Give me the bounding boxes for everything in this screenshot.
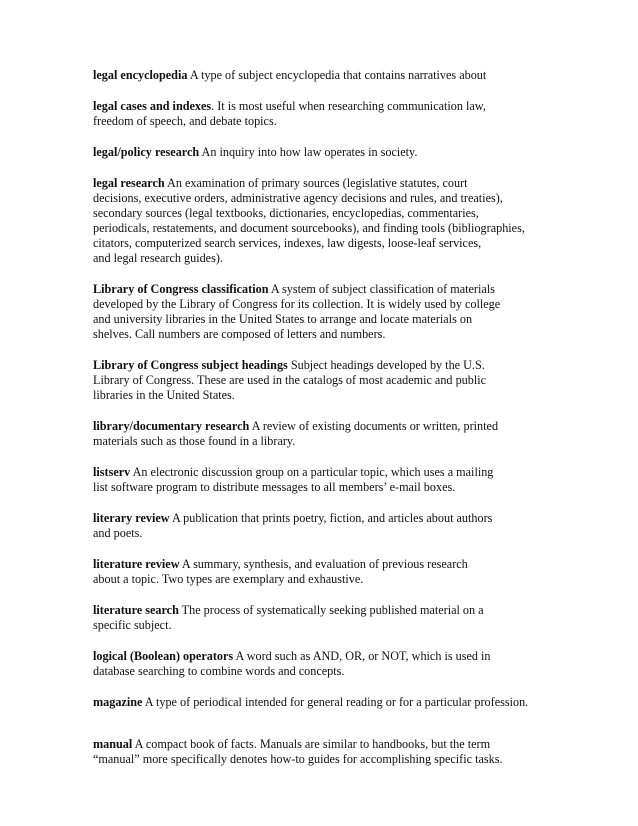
glossary-definition: A review of existing documents or written, printed materials such as those found in a library. [93, 419, 499, 448]
glossary-term: literature search [93, 603, 179, 617]
glossary-term: literary review [93, 511, 170, 525]
glossary-term: magazine [93, 695, 143, 709]
glossary-entry [93, 282, 598, 342]
glossary-term: legal research [93, 176, 165, 190]
glossary-definition: A type of periodical intended for general reading or for a particular profession. [142, 695, 529, 709]
glossary-definition: A publication that prints poetry, fiction, and articles about authors and poets. [93, 511, 493, 540]
glossary-definition: . It is most useful when researching communication law, freedom of speech, and debate topics. [93, 99, 486, 128]
glossary-definition: A compact book of facts. Manuals are similar to handbooks, but the term “manual” more specifically denotes how-to guides for accomplishing specific tasks. [93, 737, 503, 766]
glossary-definition: An inquiry into how law operates in society. [199, 145, 418, 159]
glossary-entry [93, 465, 598, 495]
glossary-term: library/documentary research [93, 419, 250, 433]
glossary-definition: Subject headings developed by the U.S. Library of Congress. These are used in the catalogs of most academic and public libraries in the United States. [93, 358, 487, 402]
glossary-entry [93, 68, 598, 83]
glossary-definition: A type of subject encyclopedia that contains narratives about [187, 68, 487, 82]
glossary-entry [93, 145, 598, 160]
glossary-term: legal cases and indexes [93, 99, 212, 113]
glossary-term: legal/policy research [93, 145, 200, 159]
glossary-entry [93, 176, 598, 266]
glossary-entry [93, 695, 598, 710]
glossary-term: listserv [93, 465, 131, 479]
glossary-entry [93, 737, 598, 767]
glossary-term: logical (Boolean) operators [93, 649, 234, 663]
glossary-term: legal encyclopedia [93, 68, 188, 82]
glossary-term: manual [93, 737, 133, 751]
glossary-definition: An electronic discussion group on a particular topic, which uses a mailing list software program to distribute messages to all members’ e-mail boxes. [93, 465, 494, 494]
glossary-term: Library of Congress classification [93, 282, 269, 296]
glossary-term: literature review [93, 557, 180, 571]
glossary-definition: A summary, synthesis, and evaluation of previous research about a topic. Two types are exemplary and exhaustive. [93, 557, 468, 586]
glossary-entry [93, 99, 598, 129]
glossary-term: Library of Congress subject headings [93, 358, 288, 372]
glossary-entry [93, 649, 598, 679]
glossary-entry [93, 511, 598, 541]
glossary-entry [93, 358, 598, 403]
glossary-entry [93, 603, 598, 633]
glossary-definition: A word such as AND, OR, or NOT, which is used in database searching to combine words and concepts. [93, 649, 491, 678]
glossary-entry [93, 557, 598, 587]
glossary-definition: The process of systematically seeking published material on a specific subject. [93, 603, 484, 632]
glossary-definition: A system of subject classification of materials developed by the Library of Congress for its collection. It is widely used by college and university libraries in the United States to arrange and locate materials on shelves. Call numbers are composed of letters and numbers. [93, 282, 501, 341]
glossary-definition: An examination of primary sources (legislative statutes, court decisions, executive orders, administrative agency decisions and rules, and treaties), secondary sources (legal textbooks, dictionaries, encyclopedias, commentaries, periodicals, restatements, and document sourcebooks), and finding tools (bibliographies, citators, computerized search services, indexes, law digests, loose-leaf services, and legal research guides). [93, 176, 525, 265]
glossary-entry [93, 419, 598, 449]
